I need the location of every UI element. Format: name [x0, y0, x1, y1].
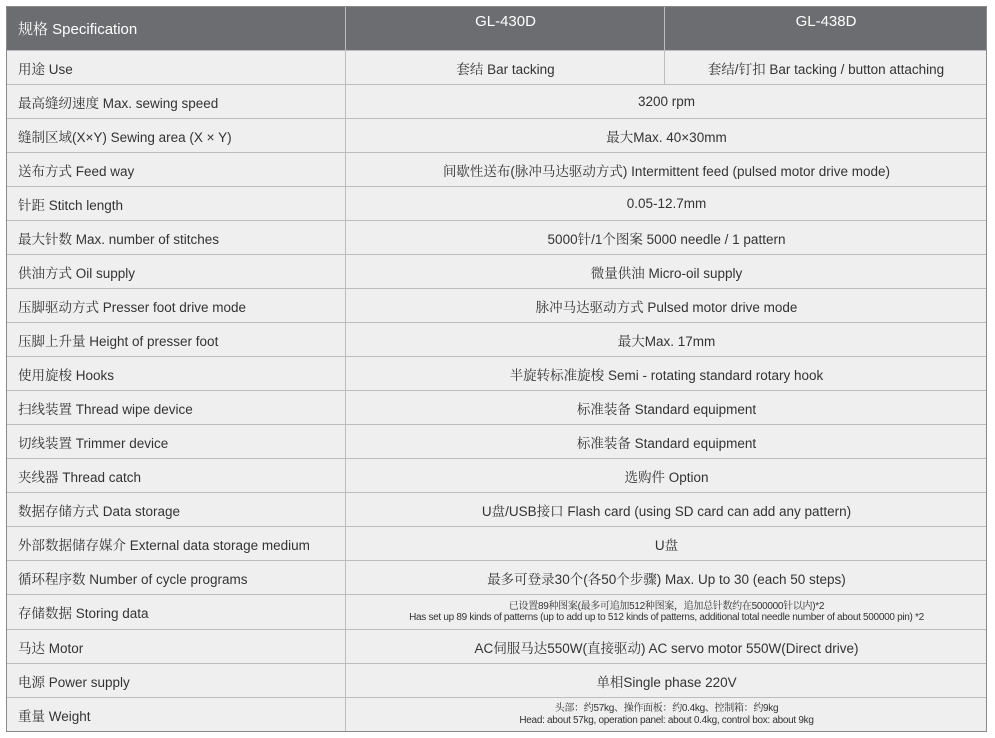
row-label: 循环程序数 Number of cycle programs: [7, 561, 346, 594]
row-value: 最大Max. 40×30mm: [606, 129, 727, 145]
row-value: AC伺服马达550W(直接驱动) AC servo motor 550W(Direct drive): [474, 640, 859, 656]
table-row: [7, 254, 986, 288]
row-value: 标准装备 Standard equipment: [576, 435, 757, 451]
row-value: 微量供油 Micro-oil supply: [590, 265, 743, 281]
table-row: [7, 390, 986, 424]
row-value: 选购件 Option: [624, 469, 709, 485]
table-row: [7, 697, 986, 731]
row-label: 最大针数 Max. number of stitches: [7, 221, 346, 254]
row-label: 外部数据储存媒介 External data storage medium: [7, 527, 346, 560]
table-row: [7, 526, 986, 560]
table-row: [7, 492, 986, 526]
specification-table: [6, 6, 987, 732]
table-row: [7, 50, 986, 84]
table-row: [7, 458, 986, 492]
weight-line-cn: 头部：约57kg、操作面板：约0.4kg、控制箱：约9kg: [554, 703, 779, 714]
row-label: 送布方式 Feed way: [7, 153, 346, 186]
table-row: [7, 594, 986, 629]
table-row: [7, 220, 986, 254]
row-value: U盘/USB接口 Flash card (using SD card can add any pattern): [481, 503, 852, 519]
table-row: [7, 288, 986, 322]
row-label: 夹线器 Thread catch: [7, 459, 346, 492]
row-label: 压脚驱动方式 Presser foot drive mode: [7, 289, 346, 322]
row-label: 供油方式 Oil supply: [7, 255, 346, 288]
table-row: [7, 322, 986, 356]
row-value-gl430d: 套结 Bar tacking: [347, 51, 665, 84]
row-label: 用途 Use: [7, 51, 346, 84]
row-label: 切线装置 Trimmer device: [7, 425, 346, 458]
row-value: [347, 698, 986, 731]
row-value-gl438d: 套结/钉扣 Bar tacking / button attaching: [707, 61, 945, 77]
row-value: 半旋转标准旋梭 Semi - rotating standard rotary hook: [509, 367, 824, 383]
row-value: 脉冲马达驱动方式 Pulsed motor drive mode: [535, 299, 798, 315]
row-label: 马达 Motor: [7, 630, 346, 663]
table-row: [7, 424, 986, 458]
header-spec-label: 规格 Specification: [7, 7, 346, 50]
row-value: U盘: [654, 537, 679, 553]
row-label: 数据存储方式 Data storage: [7, 493, 346, 526]
header-model-gl430d: GL-430D: [347, 7, 665, 50]
row-value: 单相Single phase 220V: [596, 674, 737, 690]
row-value: 3200 rpm: [637, 94, 696, 109]
row-value: 最大Max. 17mm: [617, 333, 716, 349]
row-label: 存储数据 Storing data: [7, 595, 346, 629]
table-row: [7, 356, 986, 390]
row-label: 重量 Weight: [7, 698, 346, 731]
row-value: 标准装备 Standard equipment: [576, 401, 757, 417]
table-row: [7, 152, 986, 186]
table-row: [7, 663, 986, 697]
row-label: 最高缝纫速度 Max. sewing speed: [7, 85, 346, 118]
row-label: 电源 Power supply: [7, 664, 346, 697]
header-model-gl438d: GL-438D: [795, 13, 857, 30]
storing-line-en: Has set up 89 kinds of patterns (up to add up to 512 kinds of patterns, additional total needle number of about 500000 pin) *2: [409, 612, 924, 623]
row-label: 扫线装置 Thread wipe device: [7, 391, 346, 424]
row-label: 使用旋梭 Hooks: [7, 357, 346, 390]
table-row: [7, 186, 986, 220]
table-row: [7, 629, 986, 663]
weight-line-en: Head: about 57kg, operation panel: about 0.4kg, control box: about 9kg: [519, 714, 814, 726]
table-header: [7, 7, 986, 50]
row-value: [347, 595, 986, 629]
table-row: [7, 118, 986, 152]
row-label: 缝制区域(X×Y) Sewing area (X × Y): [7, 119, 346, 152]
row-label: 针距 Stitch length: [7, 187, 346, 220]
storing-line-cn: 已设置89种图案(最多可追加512种图案，追加总针数约在500000针以内)*2: [508, 600, 825, 612]
table-row: [7, 560, 986, 594]
row-value: 间歇性送布(脉冲马达驱动方式) Intermittent feed (pulsed motor drive mode): [442, 163, 891, 179]
table-row: [7, 84, 986, 118]
row-label: 压脚上升量 Height of presser foot: [7, 323, 346, 356]
row-value: 5000针/1个图案 5000 needle / 1 pattern: [547, 231, 786, 247]
row-value: 0.05-12.7mm: [626, 196, 707, 211]
row-value: 最多可登录30个(各50个步骤) Max. Up to 30 (each 50 steps): [487, 571, 846, 587]
